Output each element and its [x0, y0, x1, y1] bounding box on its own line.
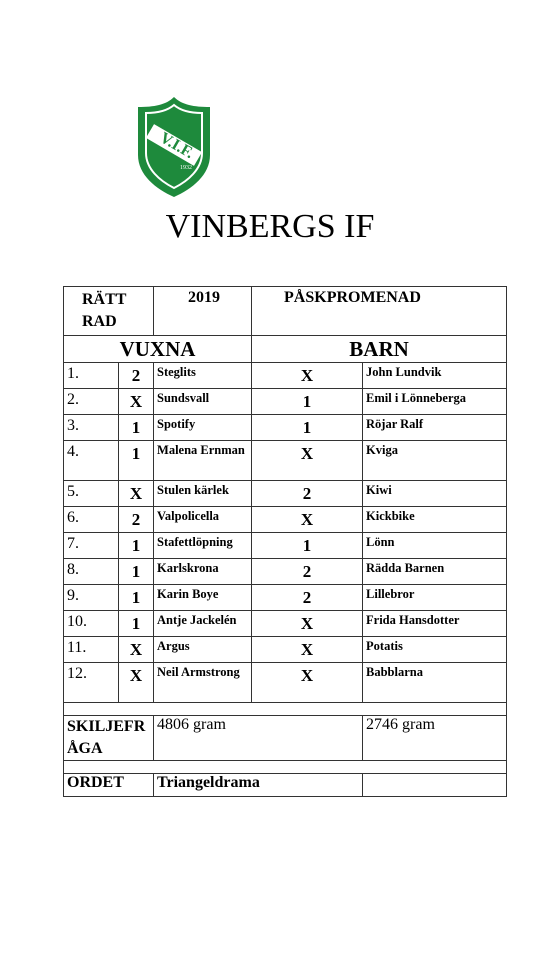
- adults-heading: VUXNA: [64, 336, 252, 363]
- child-sign: 1: [252, 389, 363, 415]
- spacer-cell: [64, 761, 507, 774]
- child-sign: X: [252, 637, 363, 663]
- answer-row: [64, 611, 507, 637]
- event-cell: PÅSKPROMENAD: [252, 287, 507, 336]
- spacer-row: [64, 703, 507, 716]
- children-heading: BARN: [252, 336, 507, 363]
- child-sign: X: [252, 507, 363, 533]
- adult-sign: 2: [119, 363, 154, 389]
- child-answer: Frida Hansdotter: [363, 611, 507, 637]
- adult-sign: 2: [119, 507, 154, 533]
- answer-row: [64, 363, 507, 389]
- adult-sign: X: [119, 481, 154, 507]
- child-answer: Rädda Barnen: [363, 559, 507, 585]
- adult-sign: 1: [119, 585, 154, 611]
- adult-answer: Antje Jackelén: [154, 611, 252, 637]
- child-sign: 1: [252, 533, 363, 559]
- word-empty: [363, 774, 507, 797]
- adult-answer: Malena Ernman: [154, 441, 252, 481]
- adult-sign: 1: [119, 415, 154, 441]
- child-answer: Kickbike: [363, 507, 507, 533]
- question-number: 6.: [64, 507, 119, 533]
- question-number: 1.: [64, 363, 119, 389]
- adult-answer: Steglits: [154, 363, 252, 389]
- ratt-rad-cell: RÄTT RAD: [64, 287, 154, 336]
- answer-row: [64, 389, 507, 415]
- child-sign: X: [252, 441, 363, 481]
- club-logo: [136, 95, 212, 199]
- adult-sign: 1: [119, 559, 154, 585]
- year-cell: 2019: [154, 287, 252, 336]
- adult-answer: Stafettlöpning: [154, 533, 252, 559]
- tiebreak-row: [64, 716, 507, 761]
- answer-row: [64, 415, 507, 441]
- answer-row: [64, 441, 507, 481]
- child-answer: Babblarna: [363, 663, 507, 703]
- child-sign: 1: [252, 415, 363, 441]
- child-answer: Lönn: [363, 533, 507, 559]
- adult-sign: 1: [119, 533, 154, 559]
- spacer-cell: [64, 703, 507, 716]
- answer-row: [64, 663, 507, 703]
- word-value: Triangeldrama: [154, 774, 363, 797]
- adult-answer: Karlskrona: [154, 559, 252, 585]
- adult-answer: Karin Boye: [154, 585, 252, 611]
- adult-sign: 1: [119, 441, 154, 481]
- logo-year: 1932: [180, 165, 192, 171]
- child-answer: John Lundvik: [363, 363, 507, 389]
- child-answer: Lillebror: [363, 585, 507, 611]
- adult-answer: Valpolicella: [154, 507, 252, 533]
- answer-row: [64, 559, 507, 585]
- question-number: 12.: [64, 663, 119, 703]
- adult-sign: 1: [119, 611, 154, 637]
- answer-row: [64, 507, 507, 533]
- answer-row: [64, 533, 507, 559]
- child-answer: Röjar Ralf: [363, 415, 507, 441]
- header-row: [64, 287, 507, 336]
- tiebreak-adult-value: 4806 gram: [154, 716, 363, 761]
- child-sign: 2: [252, 559, 363, 585]
- answer-table: [63, 286, 507, 797]
- answer-row: [64, 585, 507, 611]
- section-row: [64, 336, 507, 363]
- child-sign: X: [252, 663, 363, 703]
- adult-answer: Neil Armstrong: [154, 663, 252, 703]
- adult-answer: Argus: [154, 637, 252, 663]
- question-number: 5.: [64, 481, 119, 507]
- question-number: 11.: [64, 637, 119, 663]
- tiebreak-child-value: 2746 gram: [363, 716, 507, 761]
- child-sign: 2: [252, 481, 363, 507]
- child-answer: Kviga: [363, 441, 507, 481]
- adult-sign: X: [119, 637, 154, 663]
- word-label: ORDET: [64, 774, 154, 797]
- adult-answer: Sundsvall: [154, 389, 252, 415]
- child-answer: Kiwi: [363, 481, 507, 507]
- question-number: 4.: [64, 441, 119, 481]
- word-row: [64, 774, 507, 797]
- tiebreak-label: SKILJEFRÅGA: [64, 716, 154, 761]
- question-number: 2.: [64, 389, 119, 415]
- adult-answer: Stulen kärlek: [154, 481, 252, 507]
- question-number: 7.: [64, 533, 119, 559]
- child-sign: X: [252, 363, 363, 389]
- adult-answer: Spotify: [154, 415, 252, 441]
- answer-row: [64, 481, 507, 507]
- page-title: VINBERGS IF: [165, 208, 375, 245]
- logo-text: V.I.F.: [156, 129, 197, 163]
- child-answer: Emil i Lönneberga: [363, 389, 507, 415]
- spacer-row: [64, 761, 507, 774]
- question-number: 8.: [64, 559, 119, 585]
- child-sign: X: [252, 611, 363, 637]
- question-number: 3.: [64, 415, 119, 441]
- adult-sign: X: [119, 663, 154, 703]
- adult-sign: X: [119, 389, 154, 415]
- question-number: 10.: [64, 611, 119, 637]
- question-number: 9.: [64, 585, 119, 611]
- child-answer: Potatis: [363, 637, 507, 663]
- child-sign: 2: [252, 585, 363, 611]
- answer-row: [64, 637, 507, 663]
